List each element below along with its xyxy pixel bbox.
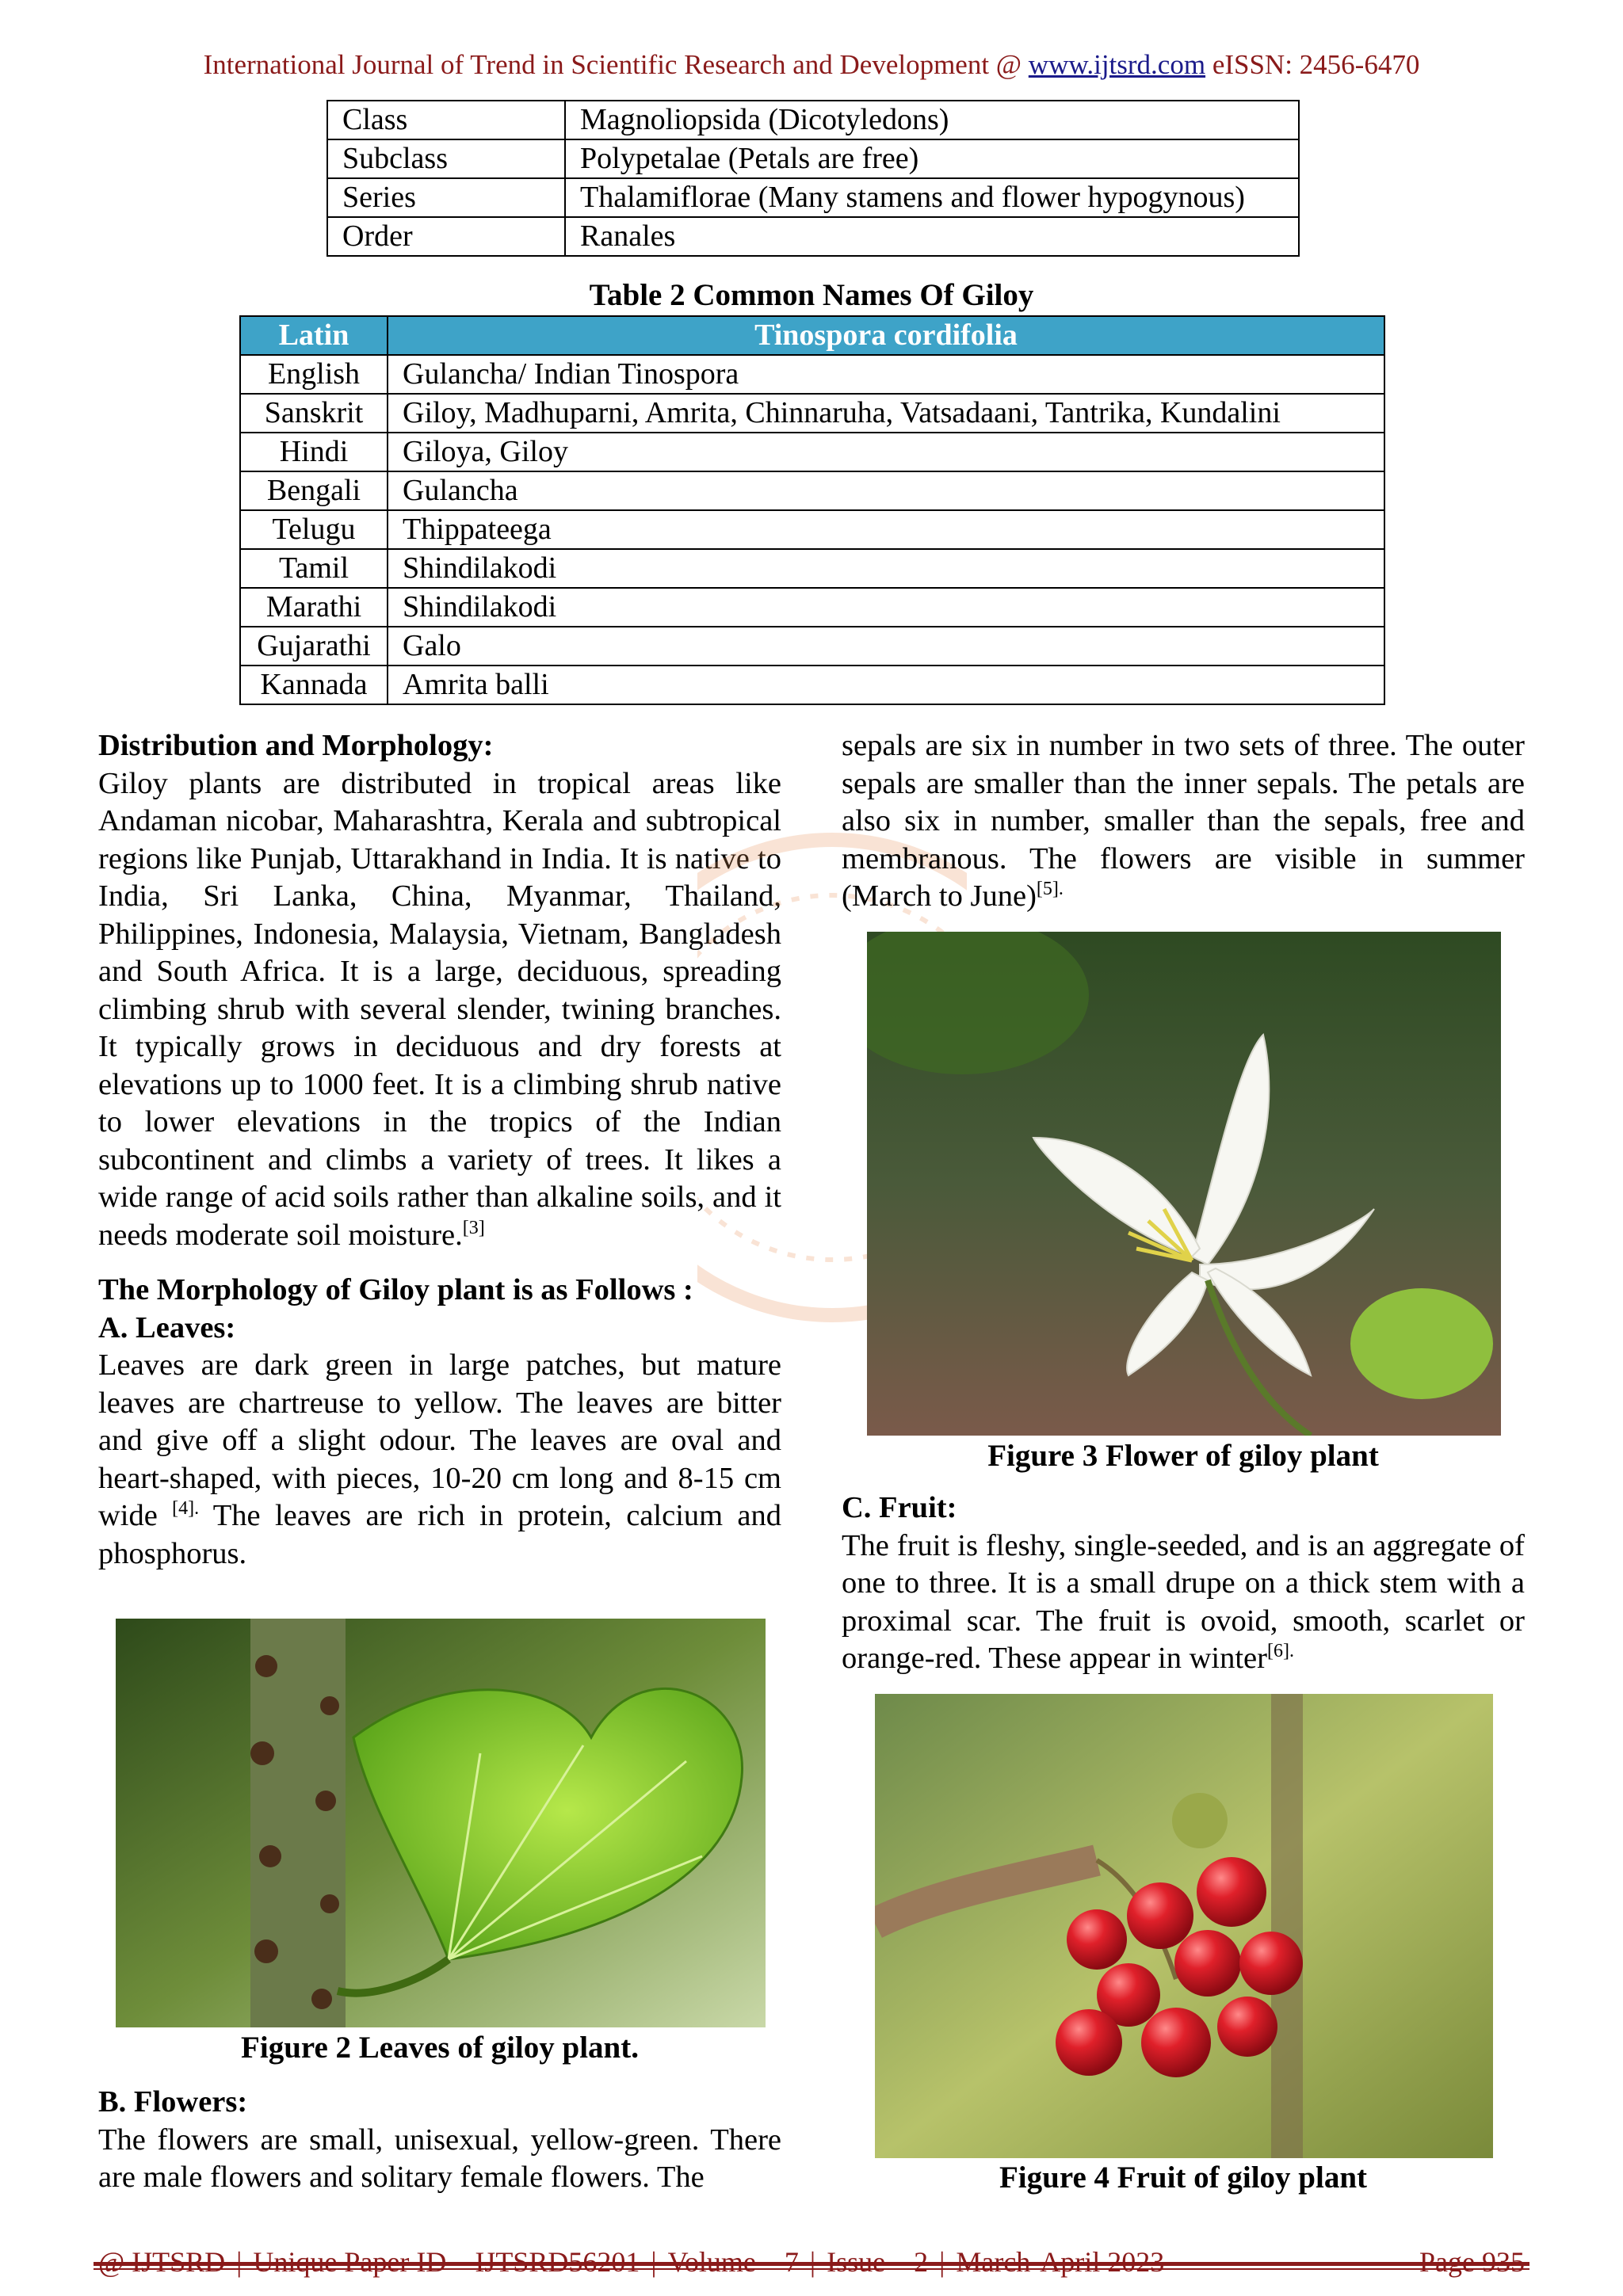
table-row: [327, 217, 1299, 256]
language-cell: Gujarathi: [240, 627, 388, 666]
footer-volume: Volume – 7: [667, 2246, 799, 2278]
table-row: [240, 510, 1384, 549]
language-cell: Marathi: [240, 588, 388, 627]
journal-link[interactable]: www.ijtsrd.com: [1028, 49, 1206, 80]
header-prefix: International Journal of Trend in Scientific Research and Development @: [203, 49, 1029, 80]
table-row: [240, 471, 1384, 510]
table-cell: Ranales: [565, 217, 1299, 256]
footer-separator: |: [809, 2246, 816, 2278]
figure-flower-image: [867, 932, 1501, 1436]
subheading-leaves: A. Leaves:: [98, 1310, 236, 1344]
table-row: [240, 549, 1384, 588]
table-cell: Subclass: [327, 139, 565, 178]
subheading-flowers: B. Flowers:: [98, 2085, 248, 2119]
footer: [98, 2245, 1525, 2279]
common-name-cell: Gulancha: [388, 471, 1384, 510]
common-name-cell: Gulancha/ Indian Tinospora: [388, 355, 1384, 394]
footer-separator: |: [939, 2246, 945, 2278]
right-column-top: [842, 727, 1525, 916]
page-number: Page 935: [1419, 2246, 1525, 2278]
language-cell: English: [240, 355, 388, 394]
common-name-cell: Galo: [388, 627, 1384, 666]
common-name-cell: Shindilakodi: [388, 588, 1384, 627]
header-suffix: eISSN: 2456-6470: [1205, 49, 1420, 80]
paragraph-flowers: The flowers are small, unisexual, yellow-green. There are male flowers and solitary female flowers. The: [98, 2122, 781, 2194]
citation: [3]: [462, 1217, 485, 1238]
table-header-cell: Latin: [240, 316, 388, 355]
figure-fruit-image: [875, 1694, 1493, 2158]
table-row: [240, 627, 1384, 666]
left-column-top: [98, 727, 781, 1573]
running-header: [0, 49, 1623, 81]
table-cell: Order: [327, 217, 565, 256]
table-cell: Magnoliopsida (Dicotyledons): [565, 101, 1299, 139]
figure-4-caption: Figure 4 Fruit of giloy plant: [999, 2161, 1368, 2195]
citation: [4].: [172, 1498, 200, 1520]
common-name-cell: Amrita balli: [388, 666, 1384, 704]
table-row: [240, 433, 1384, 471]
table-row: [240, 355, 1384, 394]
table-row: [327, 178, 1299, 217]
table-header-row: [240, 316, 1384, 355]
left-column-bottom: [98, 2084, 781, 2197]
language-cell: Tamil: [240, 549, 388, 588]
table2-caption: Table 2 Common Names Of Giloy: [589, 278, 1034, 312]
table-cell: Polypetalae (Petals are free): [565, 139, 1299, 178]
footer-separator: |: [236, 2246, 242, 2278]
citation: [6].: [1266, 1641, 1294, 1662]
taxonomy-table: [327, 100, 1300, 257]
paragraph-leaves: [98, 1347, 781, 1573]
language-cell: Bengali: [240, 471, 388, 510]
footer-paper-id: Unique Paper ID – IJTSRD56201: [253, 2246, 640, 2278]
section-heading-distribution: Distribution and Morphology:: [98, 729, 494, 762]
footer-date: March-April 2023: [956, 2246, 1165, 2278]
common-name-cell: Thippateega: [388, 510, 1384, 549]
figure-leaves-image: [116, 1619, 766, 2027]
paragraph-text: sepals are six in number in two sets of three. The outer sepals are smaller than the inner sepals. The petals are also six in number, smaller than the sepals, free and membranous. The flowers are visible in summer (March to June): [842, 729, 1525, 913]
footer-issue: Issue – 2: [827, 2246, 929, 2278]
language-cell: Kannada: [240, 666, 388, 704]
footer-journal: @ IJTSRD: [98, 2246, 226, 2278]
language-cell: Sanskrit: [240, 394, 388, 433]
paragraph-sepals: [842, 727, 1525, 916]
language-cell: Hindi: [240, 433, 388, 471]
citation: [5].: [1036, 879, 1064, 900]
common-name-cell: Shindilakodi: [388, 549, 1384, 588]
paragraph-text: The fruit is fleshy, single-seeded, and is an aggregate of one to three. It is a small drupe on a thick stem with a proximal scar. The fruit is ovoid, smooth, scarlet or orange-red. These appear in winter: [842, 1528, 1525, 1675]
figure-3-caption: Figure 3 Flower of giloy plant: [987, 1439, 1379, 1473]
figure-2-caption: Figure 2 Leaves of giloy plant.: [241, 2031, 639, 2065]
paragraph-distribution: [98, 765, 781, 1255]
footer-info: [98, 2245, 1164, 2279]
table-cell: Class: [327, 101, 565, 139]
table-row: [240, 588, 1384, 627]
subheading-fruit: C. Fruit:: [842, 1491, 957, 1524]
table-row: [327, 139, 1299, 178]
footer-separator: |: [651, 2246, 657, 2278]
table-cell: Series: [327, 178, 565, 217]
table-row: [327, 101, 1299, 139]
right-column-middle: [842, 1489, 1525, 1678]
paragraph-text: Leaves are dark green in large patches, but mature leaves are chartreuse to yellow. The leaves are bitter and give off a slight odour. The leaves are oval and heart-shaped, with pieces, 10-20 cm long and 8-15 cm wide: [98, 1348, 781, 1532]
common-names-table: [239, 315, 1385, 705]
language-cell: Telugu: [240, 510, 388, 549]
table-cell: Thalamiflorae (Many stamens and flower hypogynous): [565, 178, 1299, 217]
section-heading-morphology: The Morphology of Giloy plant is as Follows :: [98, 1273, 693, 1306]
paragraph-text: The leaves are rich in protein, calcium and phosphorus.: [98, 1499, 781, 1570]
common-name-cell: Giloy, Madhuparni, Amrita, Chinnaruha, Vatsadaani, Tantrika, Kundalini: [388, 394, 1384, 433]
paragraph-fruit: [842, 1527, 1525, 1678]
paragraph-text: Giloy plants are distributed in tropical areas like Andaman nicobar, Maharashtra, Kerala and subtropical regions like Punjab, Uttarakhand in India. It is native to India, Sri Lanka, China, Myanmar, Thailand, Philippines, Indonesia, Malaysia, Vietnam, Bangladesh and South Africa. It is a large, deciduous, spreading climbing shrub with several slender, twining branches. It typically grows in deciduous and dry forests at elevations up to 1000 feet. It is a climbing shrub native to lower elevations in the tropics of the Indian subcontinent and climbs a variety of trees. It likes a wide range of acid soils rather than alkaline soils, and it needs moderate soil moisture.: [98, 766, 781, 1252]
table-row: [240, 394, 1384, 433]
table-row: [240, 666, 1384, 704]
common-name-cell: Giloya, Giloy: [388, 433, 1384, 471]
table-header-cell: Tinospora cordifolia: [388, 316, 1384, 355]
